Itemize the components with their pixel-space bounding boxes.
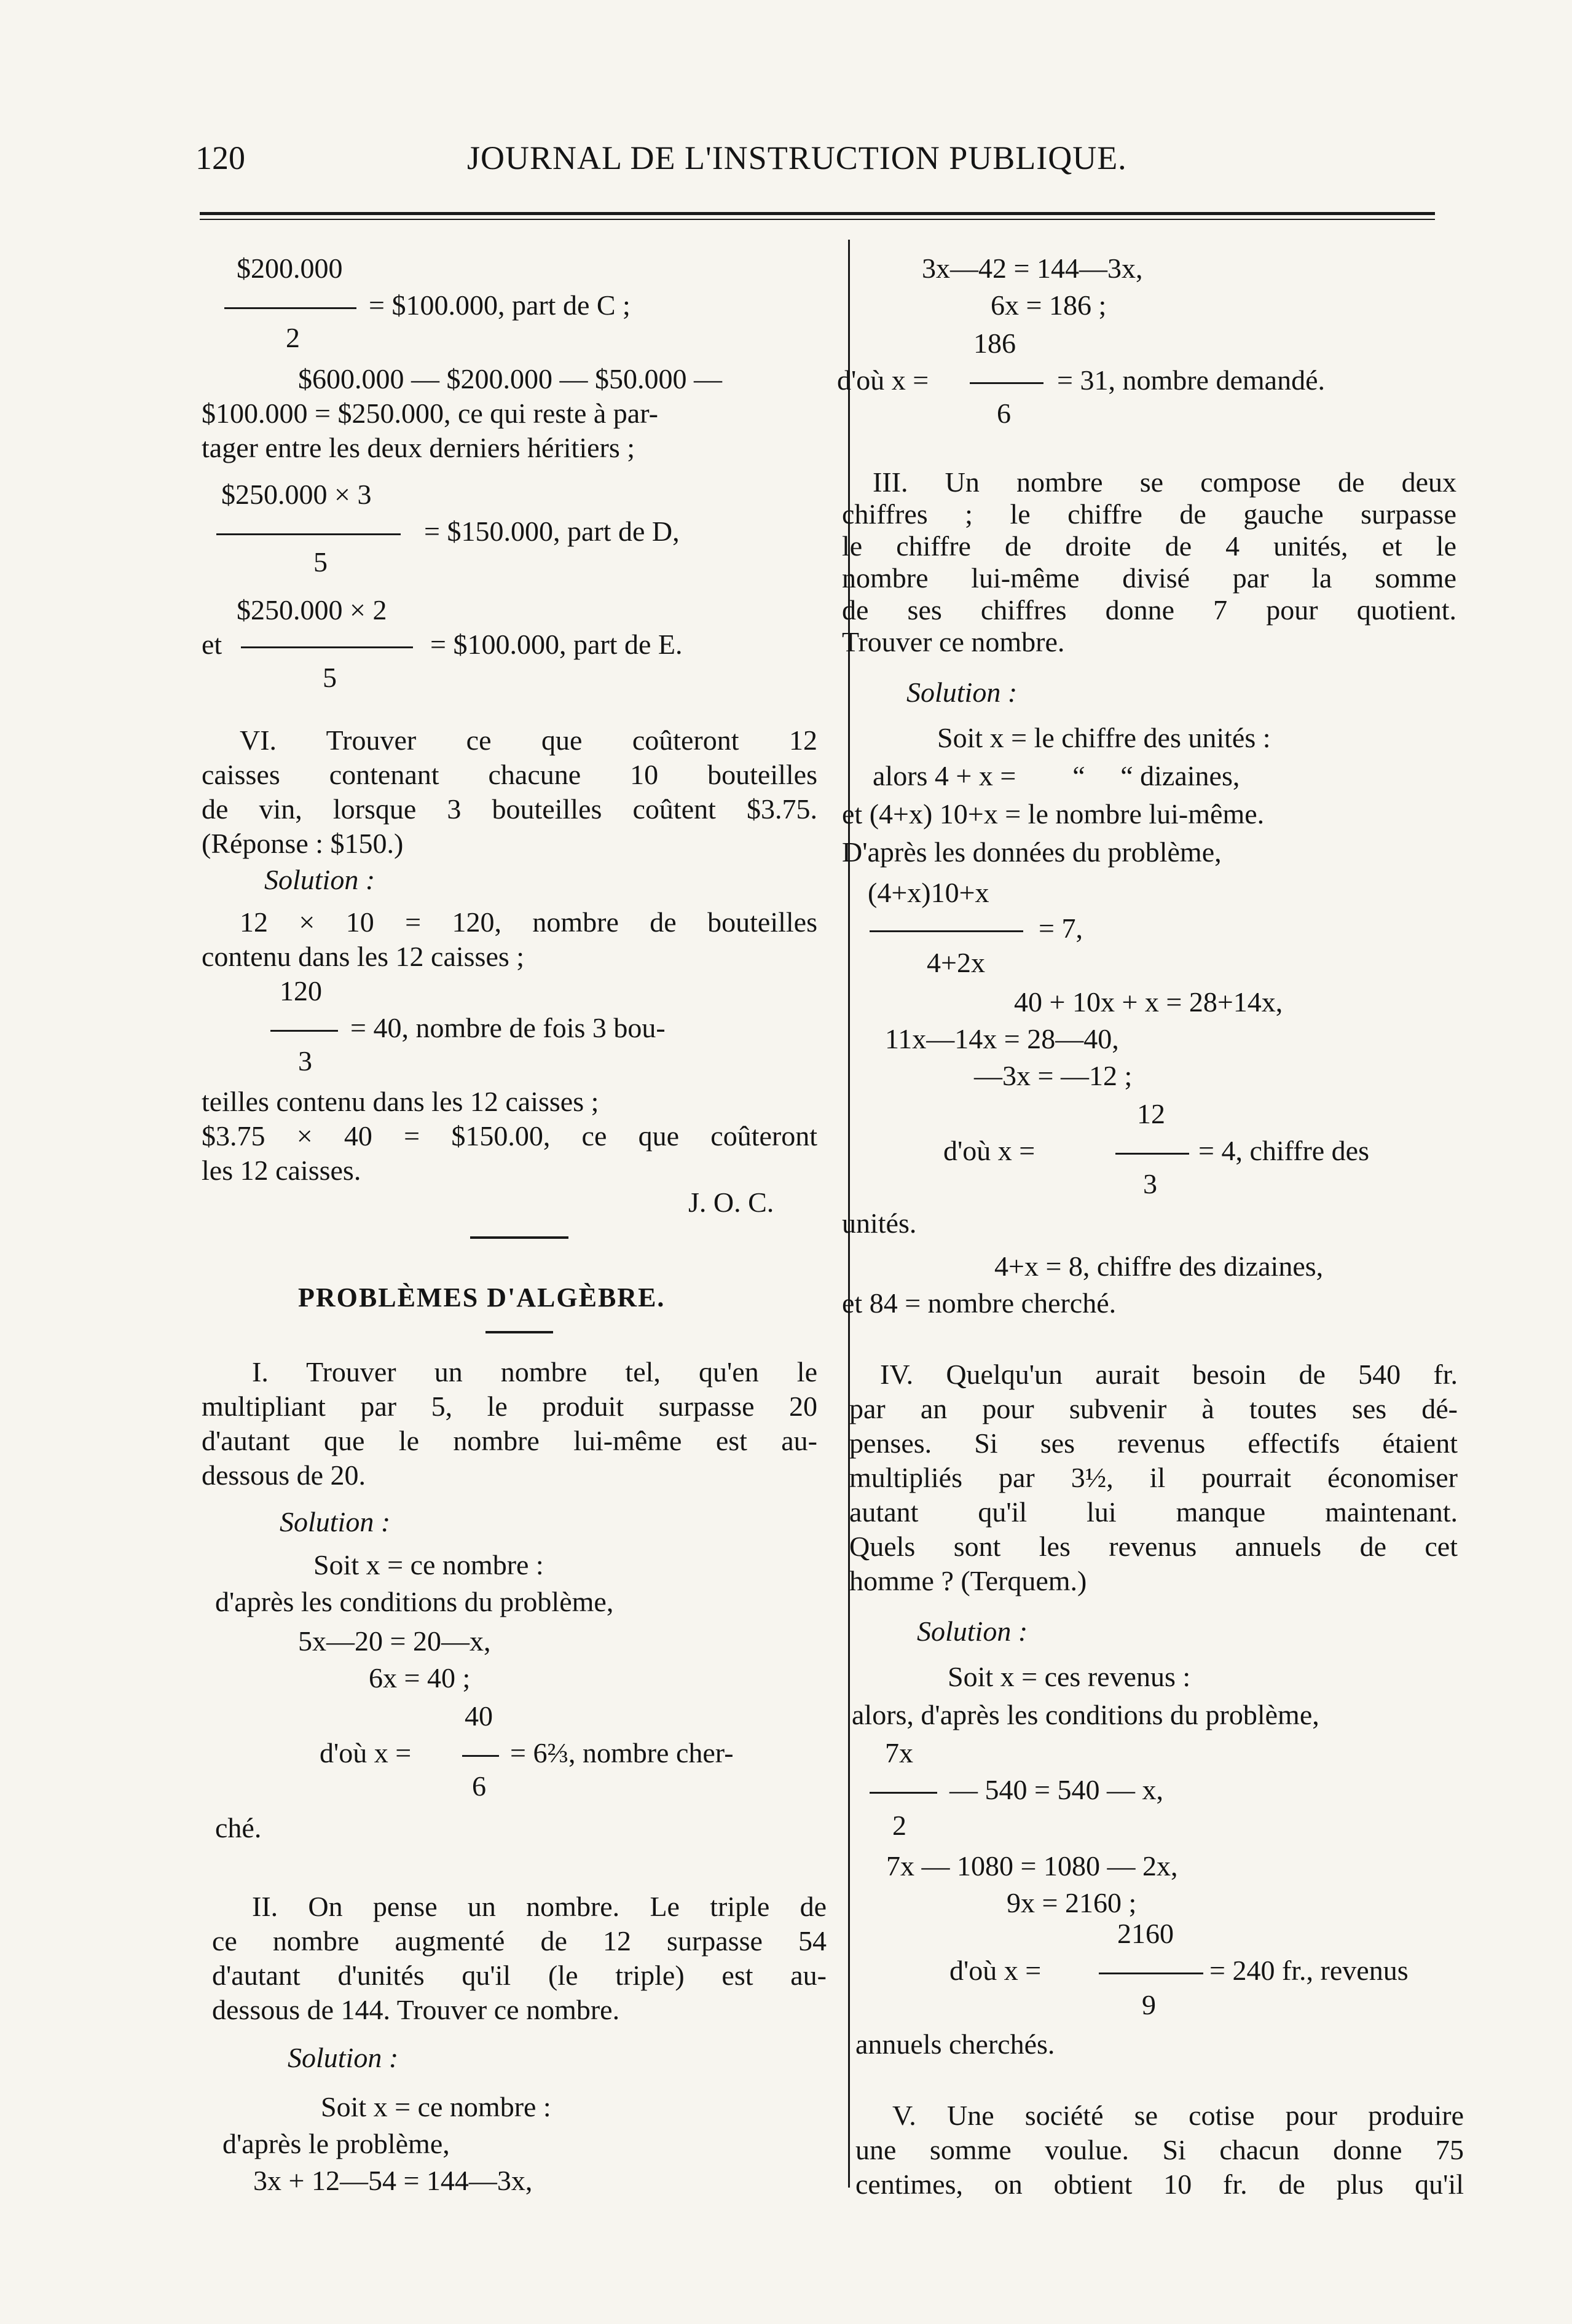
problem-vi-line: VI. Trouver ce que coûteront 12 [240,724,817,756]
fraction-d-result: = $150.000, part de D, [424,516,680,547]
fraction-numerator: 2160 [1117,1918,1174,1949]
fraction-result: = 31, nombre demandé. [1057,364,1325,396]
solution-line: alors, d'après les conditions du problème, [852,1699,1319,1730]
fraction-bar [870,930,1023,932]
equation: 3x + 12—54 = 144—3x, [253,2165,533,2196]
fraction-bar [1099,1973,1203,1974]
solution-line: d'après les conditions du problème, [215,1586,614,1617]
fraction-e-result: = $100.000, part de E. [430,629,683,660]
text-line: $100.000 = $250.000, ce qui reste à par- [202,398,658,429]
fraction-numerator: 12 [1137,1098,1165,1129]
equation: 6x = 40 ; [369,1662,471,1694]
header-rule-thin [200,219,1435,220]
solution-line: annuels cherchés. [855,2028,1055,2060]
fraction-bar [241,646,413,648]
problem-ii-line: d'autant d'unités qu'il (le triple) est au- [212,1960,827,1991]
fraction-numerator: 40 [465,1700,493,1732]
fraction-result: = 7, [1039,913,1083,944]
solution-line: les 12 caisses. [202,1155,361,1186]
problem-i-line: dessous de 20. [202,1459,366,1491]
problem-ii-line: dessous de 144. Trouver ce nombre. [212,1994,620,2025]
fraction-bar [970,382,1043,384]
problem-iii-line: le chiffre de droite de 4 unités, et le [842,530,1456,562]
problem-iv-line: homme ? (Terquem.) [849,1565,1087,1596]
fraction-lhs: d'où x = [837,364,929,396]
problem-iv-line: multipliés par 3½, il pourrait économiser [849,1462,1458,1493]
solution-label: Solution : [917,1615,1028,1647]
problem-iv-line: autant qu'il lui manque maintenant. [849,1496,1458,1528]
text-line: $600.000 — $200.000 — $50.000 — [298,363,722,395]
fraction-denominator: 9 [1142,1989,1156,2020]
fraction-bar [1115,1153,1189,1155]
fraction-numerator: 186 [973,328,1016,359]
section-rule [470,1236,568,1239]
problem-ii-line: II. On pense un nombre. Le triple de [252,1891,827,1922]
equation: 6x = 186 ; [991,289,1107,321]
running-title: JOURNAL DE L'INSTRUCTION PUBLIQUE. [467,139,1127,176]
solution-line: et (4+x) 10+x = le nombre lui-même. [842,798,1265,830]
equation: 7x — 1080 = 1080 — 2x, [886,1850,1178,1882]
equation: 11x—14x = 28—40, [885,1023,1119,1054]
problem-iv-line: par an pour subvenir à toutes ses dé- [849,1393,1458,1424]
fraction-denominator: 6 [472,1770,486,1802]
solution-line: Soit x = ce nombre : [313,1549,544,1580]
solution-line: D'après les données du problème, [842,836,1222,868]
problem-iii-line: nombre lui-même divisé par la somme [842,562,1456,594]
problem-i-line: d'autant que le nombre lui-même est au- [202,1425,817,1456]
problem-v-line: centimes, on obtient 10 fr. de plus qu'il [855,2169,1464,2200]
problem-iii-line: de ses chiffres donne 7 pour quotient. [842,594,1456,626]
page-number: 120 [195,139,245,176]
fraction-bar [224,307,356,309]
fraction-numerator: (4+x)10+x [868,877,989,908]
solution-label: Solution : [288,2042,399,2073]
solution-line: d'après le problème, [222,2128,450,2159]
solution-line: Soit x = ces revenus : [948,1661,1191,1692]
fraction-lhs: d'où x = [949,1955,1042,1986]
problem-i-line: multipliant par 5, le produit surpasse 20 [202,1391,817,1422]
fraction-bar [216,533,401,535]
fraction-e-denominator: 5 [323,662,337,693]
fraction-lhs: d'où x = [943,1135,1036,1166]
solution-line: contenu dans les 12 caisses ; [202,941,525,972]
solution-label: Solution : [906,677,1018,708]
problem-iv-line: Quels sont les revenus annuels de cet [849,1531,1458,1562]
equation: —3x = —12 ; [974,1060,1133,1091]
text-line: tager entre les deux derniers héritiers ; [202,432,635,463]
fraction-result: = 40, nombre de fois 3 bou- [350,1012,666,1043]
problem-vi-line: caisses contenant chacune 10 bouteilles [202,759,817,790]
fraction-c-denominator: 2 [286,322,300,353]
fraction-result: — 540 = 540 — x, [949,1774,1163,1805]
equation: 9x = 2160 ; [1007,1887,1137,1918]
section-rule [485,1331,553,1333]
solution-line: alors 4 + x = “ “ dizaines, [873,760,1240,791]
fraction-c-numerator: $200.000 [237,253,343,284]
problem-ii-line: ce nombre augmenté de 12 surpasse 54 [212,1925,827,1957]
equation: 3x—42 = 144—3x, [922,253,1143,284]
fraction-denominator: 4+2x [927,947,985,978]
problem-vi-answer: (Réponse : $150.) [202,828,404,859]
fraction-numerator: 7x [885,1737,913,1769]
fraction-denominator: 3 [1143,1168,1157,1199]
fraction-c-result: = $100.000, part de C ; [369,289,631,321]
problem-iii-line: III. Un nombre se compose de deux [873,466,1456,498]
header-rule [200,212,1435,215]
fraction-result: = 4, chiffre des [1198,1135,1369,1166]
fraction-denominator: 2 [892,1810,906,1841]
solution-line: 4+x = 8, chiffre des dizaines, [994,1250,1324,1282]
solution-label: Solution : [280,1506,391,1537]
fraction-d-numerator: $250.000 × 3 [221,479,372,510]
fraction-bar [870,1792,937,1794]
solution-line: teilles contenu dans les 12 caisses ; [202,1086,599,1117]
problem-iv-line: IV. Quelqu'un aurait besoin de 540 fr. [880,1359,1458,1390]
solution-line: 12 × 10 = 120, nombre de bouteilles [240,906,817,938]
problem-i-line: I. Trouver un nombre tel, qu'en le [252,1356,817,1388]
fraction-bar [462,1755,499,1757]
fraction-denominator: 3 [298,1045,312,1077]
fraction-bar [270,1030,338,1032]
section-heading: PROBLÈMES D'ALGÈBRE. [298,1282,666,1313]
fraction-denominator: 6 [997,398,1011,429]
solution-line: Soit x = le chiffre des unités : [937,722,1271,753]
solution-line: ché. [215,1812,262,1843]
equation: 5x—20 = 20—x, [298,1625,491,1657]
problem-iv-line: penses. Si ses revenus effectifs étaient [849,1427,1458,1459]
fraction-numerator: 120 [280,975,322,1007]
solution-line: $3.75 × 40 = $150.00, ce que coûteront [202,1120,817,1152]
solution-line: unités. [842,1207,917,1239]
solution-line: Soit x = ce nombre : [321,2091,551,2122]
fraction-e-et: et [202,629,222,660]
fraction-d-denominator: 5 [313,546,328,578]
solution-label: Solution : [264,864,375,895]
equation: 40 + 10x + x = 28+14x, [1014,986,1283,1018]
fraction-e-numerator: $250.000 × 2 [237,594,387,626]
fraction-lhs: d'où x = [320,1737,412,1769]
problem-iii-line: Trouver ce nombre. [842,626,1065,658]
solution-line: et 84 = nombre cherché. [842,1287,1117,1319]
problem-v-line: une somme voulue. Si chacun donne 75 [855,2134,1464,2165]
problem-vi-line: de vin, lorsque 3 bouteilles coûtent $3.75. [202,793,817,825]
fraction-result: = 240 fr., revenus [1209,1955,1409,1986]
problem-iii-line: chiffres ; le chiffre de gauche surpasse [842,498,1456,530]
problem-v-line: V. Une société se cotise pour produire [892,2100,1464,2131]
fraction-result: = 6⅔, nombre cher- [510,1737,734,1769]
signature: J. O. C. [688,1187,774,1218]
